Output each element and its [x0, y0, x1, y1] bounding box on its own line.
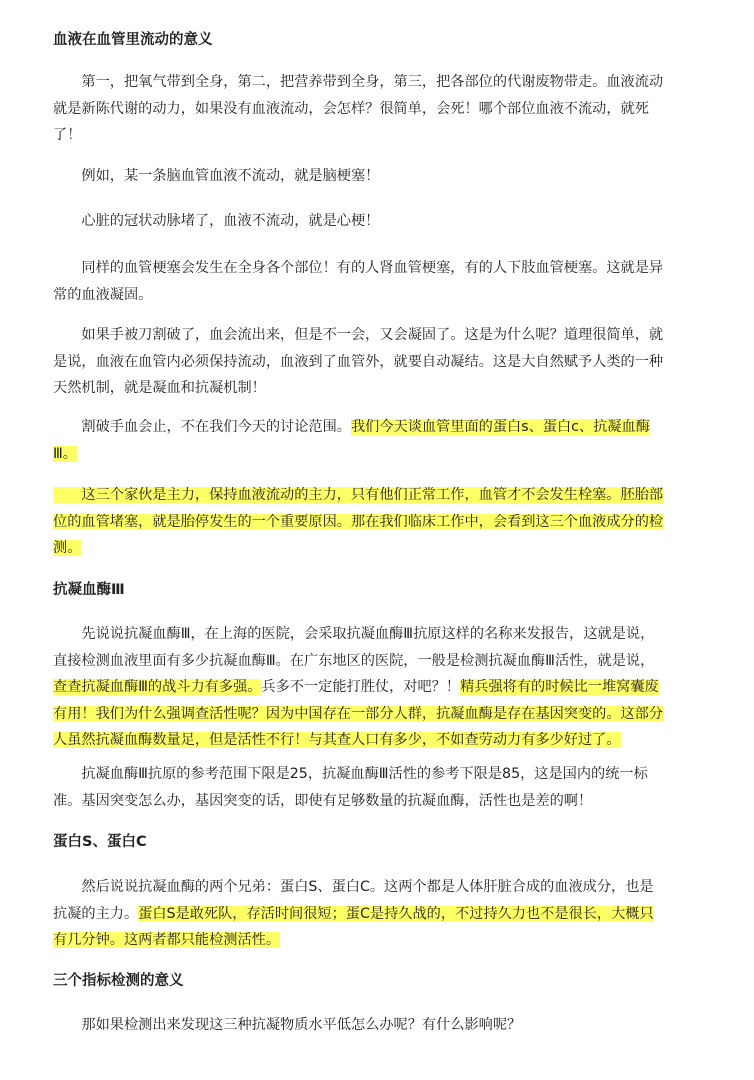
heading-antithrombin: 抗凝血酶Ⅲ	[53, 582, 125, 598]
highlighted-text: 测。	[53, 540, 82, 556]
paragraph: 然后说说抗凝血酶的两个兄弟：蛋白S、蛋白C。这两个都是人体肝脏合成的血液成分，也是 抗凝的主力。蛋白S是敢死队，存活时间很短；蛋C是持久战的，不过持久力也不是很长，大概只 有几分钟。这两者都只能检测活性。	[53, 879, 654, 948]
paragraph: 割破手血会止，不在我们今天的讨论范围。我们今天谈血管里面的蛋白s、蛋白c、抗凝血酶 Ⅲ。	[53, 419, 650, 462]
highlighted-text: 有几分钟。这两者都只能检测活性。	[53, 932, 281, 948]
highlighted-text: 人虽然抗凝血酶数量足，但是活性不行！与其查人口有多少，不如查劳动力有多少好过了。	[53, 732, 621, 748]
heading-blood-flow: 血液在血管里流动的意义	[53, 32, 213, 48]
highlighted-text: 这三个家伙是主力，保持血液流动的主力，只有他们正常工作，血管才不会发生栓塞。胚胎部	[53, 487, 664, 503]
highlighted-text: 查查抗凝血酶Ⅲ的战斗力有多强。	[53, 679, 262, 695]
highlighted-text: 蛋C是持久战的，不过持久力也不是很长，大概只	[345, 905, 654, 922]
heading-protein-s-c: 蛋白S、蛋白C	[53, 834, 147, 850]
paragraph: 那如果检测出来发现这三种抗凝物质水平低怎么办呢？有什么影响呢？	[53, 1017, 522, 1033]
paragraph: 抗凝血酶Ⅲ抗原的参考范围下限是25，抗凝血酶Ⅲ活性的参考下限是85，这是国内的统一标 准。基因突变怎么办，基因突变的话，即使有足够数量的抗凝血酶，活性也是差的啊！	[53, 766, 648, 809]
highlighted-text: 位的血管堵塞，就是胎停发生的一个重要原因。那在我们临床工作中，会看到这三个血液成分的检	[53, 513, 664, 530]
highlighted-text: 有用！我们为什么强调查活性呢？因为中国存在一部分人群，抗凝血酶是存在基因突变的。这部分	[53, 705, 664, 722]
paragraph	[53, 482, 703, 562]
paragraph: 第一，把氧气带到全身，第二，把营养带到全身，第三，把各部位的代谢废物带走。血液流动 就是新陈代谢的动力，如果没有血液流动，会怎样？很简单，会死！哪个部位血液不流动，就死 了！	[53, 74, 664, 143]
paragraph: 例如，某一条脑血管血液不流动，就是脑梗塞！	[53, 168, 380, 184]
paragraph: 先说说抗凝血酶Ⅲ，在上海的医院，会采取抗凝血酶Ⅲ抗原这样的名称来发报告，这就是说， 直接检测血液里面有多少抗凝血酶Ⅲ。在广东地区的医院，一般是检测抗凝血酶Ⅲ活性，就是说， 查查抗凝血酶Ⅲ的战斗力有多强。兵多不一定能打胜仗，对吧？！精兵强将有的时候比一堆窝囊废 有用！我们为什么强调查活性呢？因为中国存在一部分人群，抗凝血酶是存在基因突变的。这部分 人虽然抗凝血酶数量足，但是活性不行！与其查人口有多少，不如查劳动力有多少好过了。	[53, 626, 664, 748]
heading-test-significance: 三个指标检测的意义	[53, 973, 184, 989]
highlighted-text: 我们今天谈血管里面的蛋白s、蛋白c、抗凝血酶	[350, 419, 650, 435]
paragraph: 如果手被刀割破了，血会流出来，但是不一会，又会凝固了。这是为什么呢？道理很简单，就 是说，血液在血管内必须保持流动，血液到了血管外，就要自动凝结。这是大自然赋予人类的一种 天然机制，就是凝血和抗凝机制！	[53, 327, 664, 396]
highlighted-text: 蛋白S是敢死队，存活时间很短；	[138, 905, 346, 922]
paragraph: 心脏的冠状动脉堵了，血液不流动，就是心梗！	[53, 213, 380, 229]
highlighted-text: 精兵强将有的时候比一堆窝囊废	[460, 679, 659, 695]
paragraph: 同样的血管梗塞会发生在全身各个部位！有的人肾血管梗塞，有的人下肢血管梗塞。这就是异 常的血液凝固。	[53, 260, 664, 303]
highlighted-text: Ⅲ。	[53, 445, 77, 462]
